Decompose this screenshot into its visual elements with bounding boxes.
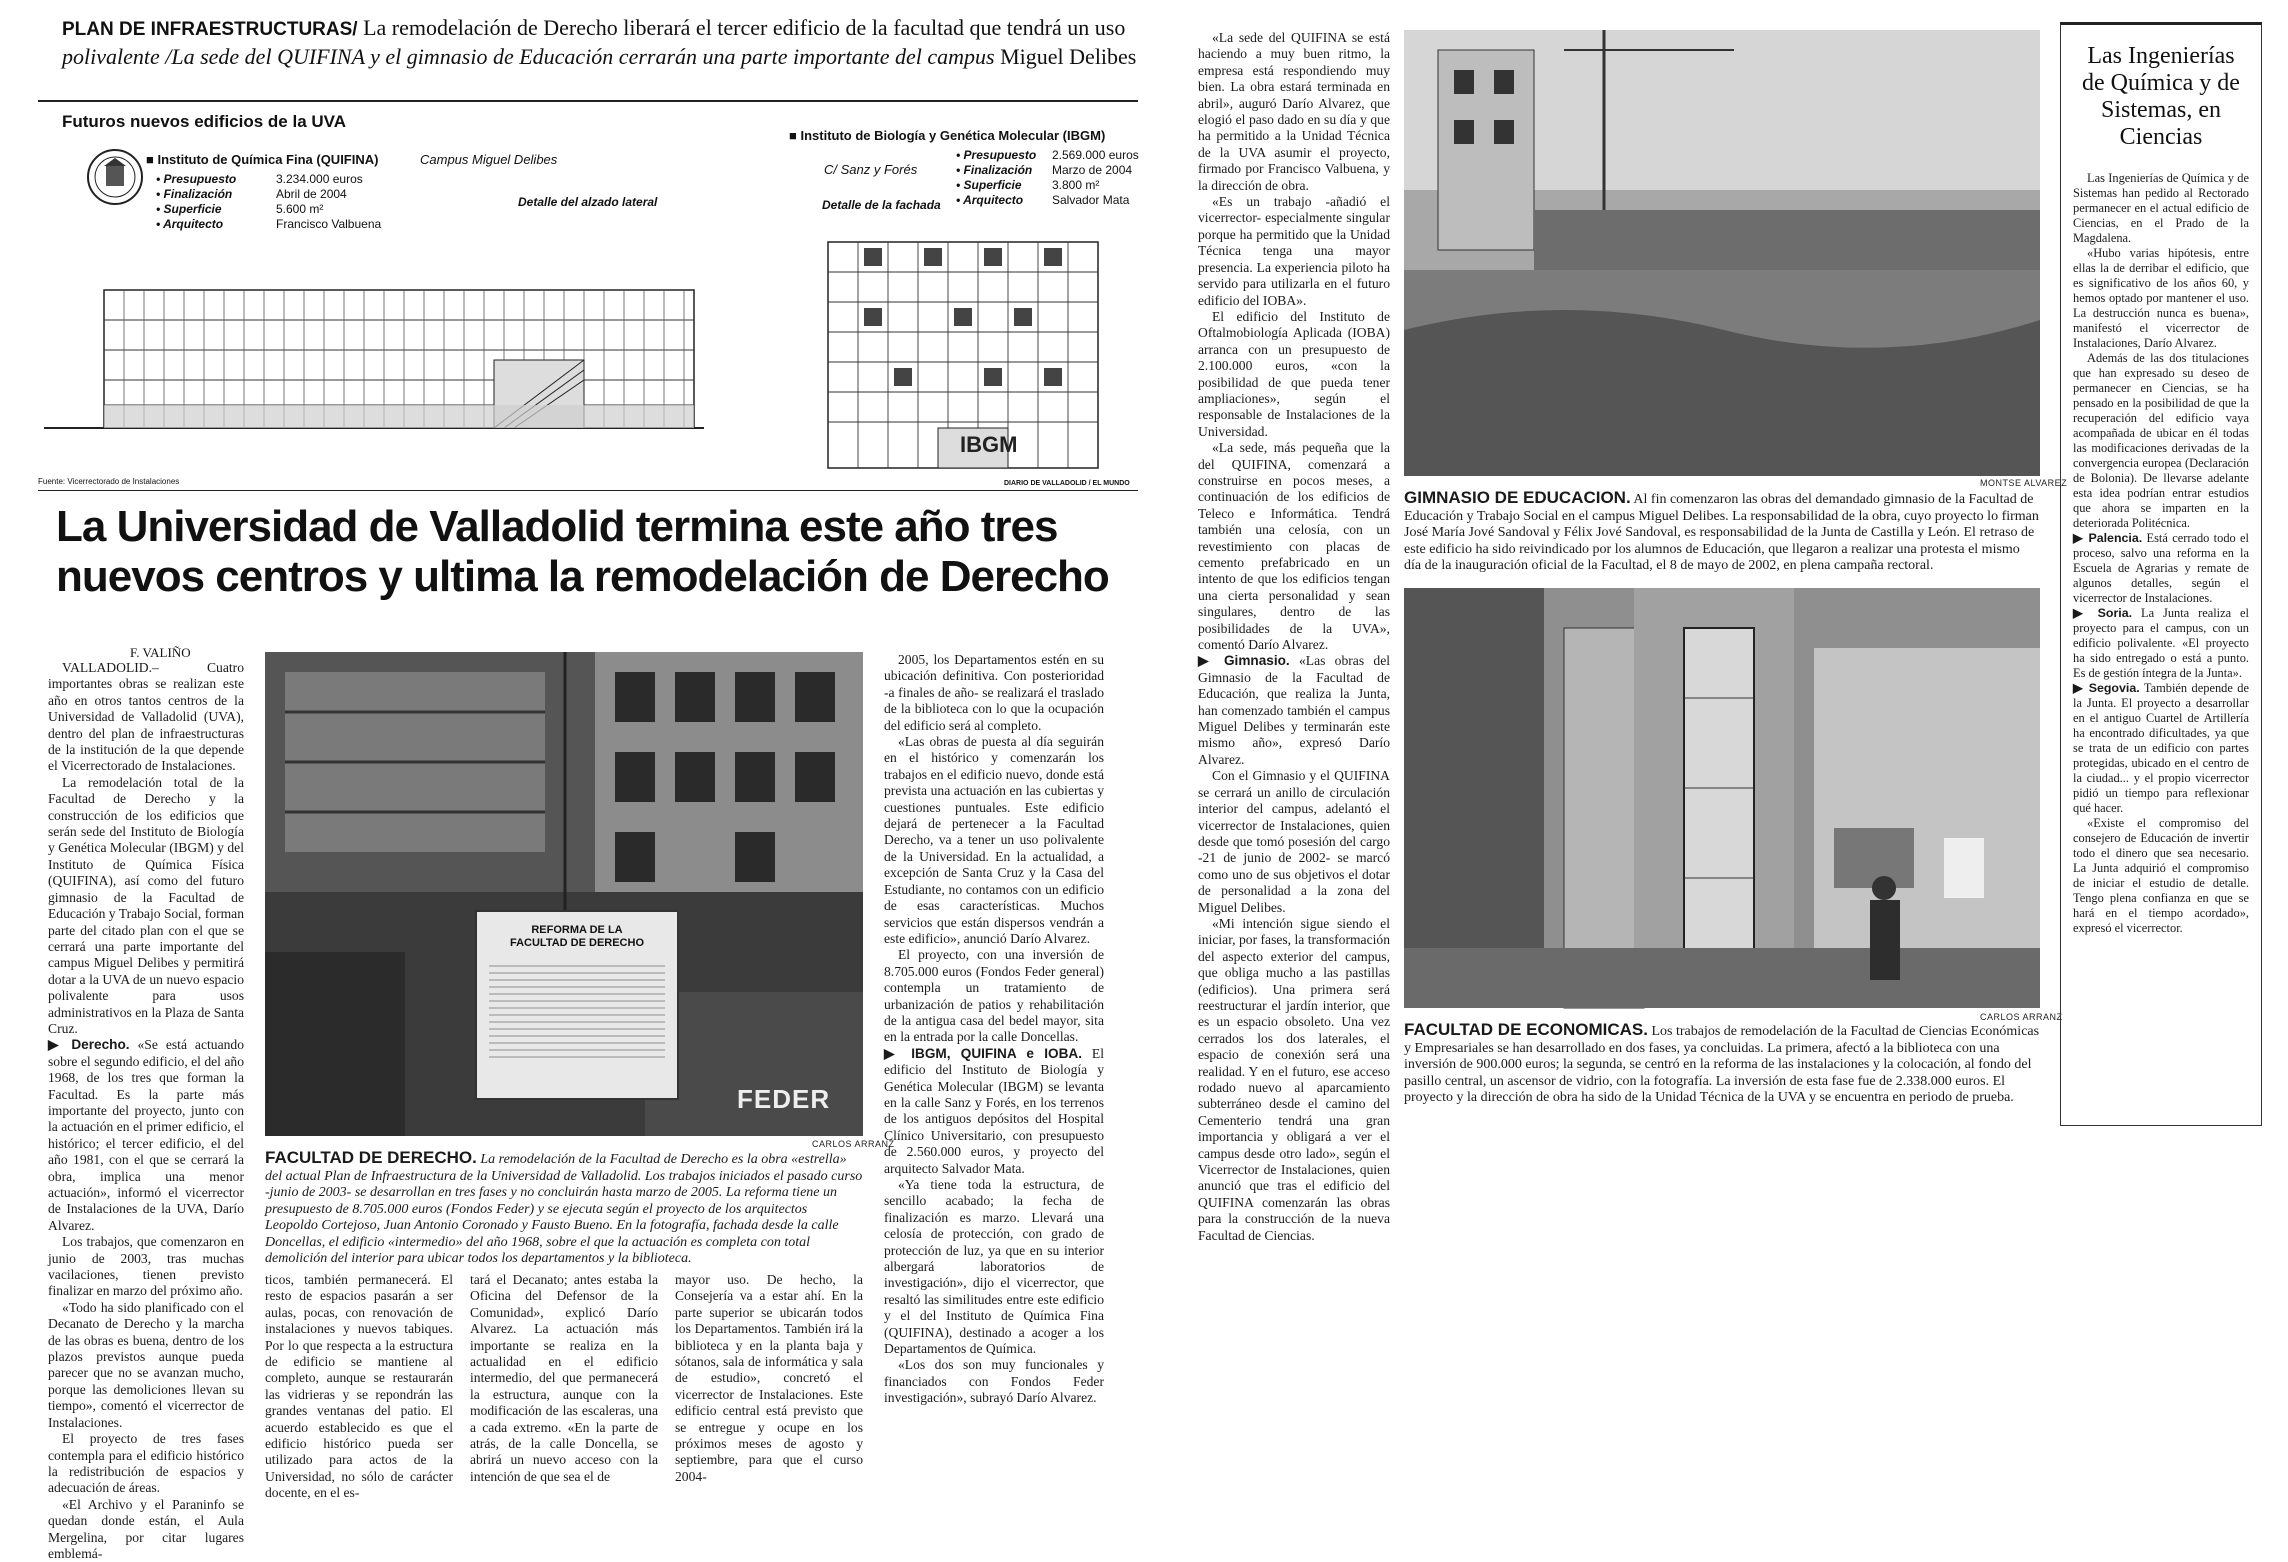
kicker-line1: La remodelación de Derecho liberará el tercer edificio de la facultad que tendrá un uso	[363, 15, 1126, 40]
paragraph	[1198, 768, 1390, 916]
ibgm-detail-label: Detalle de la fachada	[822, 198, 941, 212]
quifina-name: ■ Instituto de Química Fina (QUIFINA)	[146, 152, 379, 167]
photo-economicas	[1404, 588, 2040, 1008]
paragraph-lead: ▶ Segovia.	[2073, 681, 2140, 695]
kicker-line2a: polivalente /	[62, 44, 172, 69]
paragraph	[1198, 440, 1390, 653]
caption-gimnasio-title: GIMNASIO DE EDUCACION.	[1404, 488, 1631, 507]
paragraph	[884, 734, 1104, 947]
headline-line1: La Universidad de Valladolid termina este año tres	[56, 502, 1058, 551]
paragraph	[884, 1046, 1104, 1177]
caption-derecho	[265, 1150, 863, 1266]
paragraph	[1198, 309, 1390, 440]
sidebar-box	[2060, 22, 2262, 1126]
paragraph	[884, 947, 1104, 1045]
paragraph	[884, 1177, 1104, 1357]
quifina-specs: • Presupuesto 3.234.000 euros • Finalización Abril de 2004 • Superficie 5.600 m² • Arquitecto Francisco Valbuena	[156, 172, 382, 231]
paragraph	[2073, 606, 2249, 681]
paragraph-text: «La sede, más pequeña que la del QUIFINA, comenzará a construirse en pocos meses, a continuación de los edificios de Teleco e Informática. Tendrá también una celosía, con un revestimiento con placas de cemento prefabricado en un intento de que los edificios tengan una cierta personalidad y sean singulares, dentro de las posibilidades de la UVA», comentó Darío Alvarez.	[1198, 440, 1390, 653]
article-column-b	[265, 1272, 453, 1501]
paragraph	[884, 1357, 1104, 1406]
ibgm-location: C/ Sanz y Forés	[824, 162, 918, 177]
paragraph-text: Está cerrado todo el proceso, salvo una reforma en la Escuela de Agrarias y remate de algunos detalles, según el vicerrector de Instalaciones.	[2073, 531, 2249, 605]
paragraph-text: «Los dos son muy funcionales y financiados con Fondos Feder investigación», subrayó Darío Alvarez.	[884, 1357, 1104, 1406]
paragraph	[2073, 246, 2249, 351]
headline-line2: nuevos centros y ultima la remodelación de Derecho	[56, 552, 1109, 601]
paragraph-text: «Las obras del Gimnasio de la Facultad de Educación, que realiza la Junta, han comenzado también el campus Miguel Delibes y terminarán este mismo año», expresó Darío Alvarez.	[1198, 653, 1390, 767]
paragraph	[48, 1497, 244, 1562]
paragraph-lead: ▶ Palencia.	[2073, 531, 2143, 545]
paragraph-text: «Se está actuando sobre el segundo edificio, el del año 1968, de los tres que forman la Facultad. Es la parte más importante del proyecto, junto con la actuación en el primer edificio, el histórico; el tercer edificio, el del año 1981, con el que se cerrará la obra, implica una menor actuación», informó el vicerrector de Instalaciones de la UVA, Darío Alvarez.	[48, 1037, 244, 1233]
paragraph-text: «Hubo varias hipótesis, entre ellas la de derribar el edificio, que es significativo de los años 60, y hemos optado por mantener el uso. La destrucción nunca es buena», manifestó el vicerrector de Instalaciones, Darío Alvarez.	[2073, 246, 2249, 350]
paragraph	[1198, 30, 1390, 194]
paragraph	[1198, 194, 1390, 309]
ibgm-sign: IBGM	[960, 432, 1018, 457]
paragraph-text: Con el Gimnasio y el QUIFINA se cerrará un anillo de circulación interior del campus, adelantó el vicerrector de Instalaciones, quien desde que tomó posesión del cargo -21 de junio de 2002- se marcó como uno de sus objetivos el dotar de personalidad a la zona del Miguel Delibes.	[1198, 768, 1390, 915]
kicker-label: PLAN DE INFRAESTRUCTURAS/	[62, 19, 358, 40]
paragraph	[884, 652, 1104, 734]
ibgm-name: ■ Instituto de Biología y Genética Molecular (IBGM)	[789, 128, 1106, 143]
article-column-e	[884, 652, 1104, 1476]
paragraph-text: «Existe el compromiso del consejero de Educación de invertir todo el dinero que sea necesario. La Junta adquirió el compromiso de iniciar el estudio de detalle. Tengo plena confianza en que se hará en el tiempo acordado», expresó el vicerrector.	[2073, 816, 2249, 935]
infographic-credit: DIARIO DE VALLADOLID / EL MUNDO	[1004, 480, 1130, 487]
infographic-title: Futuros nuevos edificios de la UVA	[62, 112, 347, 131]
paragraph-lead: ▶ Derecho.	[48, 1037, 130, 1053]
column-b-text: ticos, también permanecerá. El resto de espacios pasarán a ser aulas, pocas, con renovación de instalaciones y nuevos tabiques. Por lo que respecta a la estructura de edificio se mantiene al completo, aunque se restaurarán las vidrieras y se repondrán las grandes ventanas del patio. El acuerdo establecido es que el edificio histórico pueda ser utilizado para actos de la Universidad, no sólo de carácter docente, en el es-	[265, 1272, 453, 1501]
photo-economicas-credit: CARLOS ARRANZ	[1980, 1012, 2063, 1022]
paragraph-text: El proyecto, con una inversión de 8.705.000 euros (Fondos Feder general) contempla un tratamiento de urbanización de patios y rehabilitación de la antigua casa del bedel mayor, sita en la entrada por la calle Doncellas.	[884, 947, 1104, 1045]
paragraph-text: «Todo ha sido planificado con el Decanato de Derecho y la marcha de las obras es buena, dentro de los plazos previstos aunque pueda parecer que no se avanzan mucho, porque las demoliciones llevan su tiempo», comentó el vicerrector de Instalaciones.	[48, 1299, 244, 1430]
paragraph-text: VALLADOLID.– Cuatro importantes obras se realizan este año en otros tantos centros de la Universidad de Valladolid (UVA), dentro del plan de infraestructuras de la institución de la que depende el Vicerrectorado de Instalaciones.	[48, 660, 244, 774]
paragraph-text: El proyecto de tres fases contempla para el edificio histórico la redistribución de espacios y adecuación de áreas.	[48, 1431, 244, 1496]
quifina-detail-label: Detalle del alzado lateral	[518, 195, 658, 209]
paragraph-lead: ▶ Soria.	[2073, 606, 2133, 620]
paragraph-text: 2005, los Departamentos estén en su ubicación definitiva. Con posterioridad -a finales de año- se realizará el traslado de la biblioteca con lo que la ocupación del edificio será al completo.	[884, 652, 1104, 733]
photo-gimnasio	[1404, 30, 2040, 476]
paragraph	[48, 1037, 244, 1234]
paragraph-lead: ▶ Gimnasio.	[1198, 653, 1290, 669]
paragraph	[48, 1431, 244, 1497]
paragraph-text: El edificio del Instituto de Biología y Genética Molecular (IBGM) se levanta en la calle Sanz y Forés, en los terrenos de los antiguos depósitos del Hospital Clínico Universitario, con presupuesto de 2.560.000 euros, y proyecto del arquitecto Salvador Mata.	[884, 1045, 1104, 1176]
paragraph	[2073, 681, 2249, 816]
paragraph-text: «El Archivo y el Paraninfo se quedan donde están, el Aula Mergelina, por citar lugares emblemá-	[48, 1496, 244, 1561]
caption-gimnasio	[1404, 490, 2040, 578]
paragraph-text: También depende de la Junta. El proyecto a desarrollar en el antiguo Cuartel de Artillería ha encontrado dificultades, ya que se trata de un edificio con partes protegidas, ubicado en el centro de la ciudad... y el propio vicerrector pidió un tiempo para reflexionar qué hacer.	[2073, 681, 2249, 815]
headline	[56, 502, 1136, 602]
paragraph-lead: ▶ IBGM, QUIFINA e IOBA.	[884, 1045, 1083, 1061]
ibgm-specs: • Presupuesto 2.569.000 euros • Finalización Marzo de 2004 • Superficie 3.800 m² • Arquitecto Salvador Mata	[956, 148, 1139, 207]
quifina-elevation-drawing	[44, 260, 704, 441]
paragraph-text: «Ya tiene toda la estructura, de sencillo acabado; la fecha de finalización es marzo. Llevará una celosía de protección, con grado de protección de luz, ya que en su interior albergará laboratorios de investigación», dijo el vicerrector, que resaltó las similitudes entre este edificio y el del Instituto de Química Fina (QUIFINA), destinado a acoger a los Departamentos de Química.	[884, 1177, 1104, 1357]
paragraph	[1198, 916, 1390, 1244]
kicker-line2d: Miguel Delibes	[994, 44, 1137, 69]
paragraph	[2073, 171, 2249, 246]
photo-sign-title: REFORMA DE LA FACULTAD DE DERECHO	[509, 924, 645, 949]
infographic-source: Fuente: Vicerrectorado de Instalaciones	[38, 477, 180, 486]
kicker-line2b: La sede del QUIFINA y el gimnasio de Educación cerrarán una parte importante del	[171, 44, 928, 69]
caption-economicas	[1404, 1022, 2040, 1118]
photo-feder-logo: FEDER	[737, 1084, 831, 1114]
caption-gimnasio-text: Al fin comenzaron las obras del demandado gimnasio de la Facultad de Educación y Trabajo Social en el campus Miguel Delibes. La responsabilidad de la obra, cuyo proyecto lo firman José María Jové Sandoval y Félix Jové Sandoval, es responsabilidad de la Junta de Castilla y León. El retraso de este edificio ha sido reivindicado por los alumnos de Educación, que llegaron a realizar una protesta el mismo día de la inauguración oficial de la Facultad, el 8 de mayo de 2002, en plena campaña rectoral.	[1404, 492, 2039, 573]
paragraph-text: «La sede del QUIFINA se está haciendo a muy buen ritmo, la empresa está respondiendo muy bien. La obra estará terminada en abril», auguró Darío Alvarez, que elogió el paso dado en su día y que ha permitido a la Unidad Técnica de la UVA asumir el proyecto, firmado por Francisco Valbuena, y la dirección de obra.	[1198, 30, 1390, 193]
sidebar-body	[2073, 171, 2249, 1121]
kicker-line2c: campus	[927, 44, 995, 69]
kicker	[62, 14, 1137, 74]
article-column-c	[470, 1272, 658, 1484]
paragraph	[2073, 816, 2249, 936]
caption-economicas-title: FACULTAD DE ECONOMICAS.	[1404, 1020, 1648, 1039]
paragraph	[48, 660, 244, 775]
paragraph-text: Además de las dos titulaciones que han expresado su deseo de permanecer en Ciencias, se ha pensado en la posibilidad de que la recuperación del edificio vaya acompañada de ubicar en él todas las modificaciones derivadas de la convergencia europea (Declaración de Bolonia). De llevarse adelante esta idea podrían entrar estudios que ahora se imparten en la deteriorada Politécnica.	[2073, 351, 2249, 530]
paragraph-text: El edificio del Instituto de Oftalmobiología Aplicada (IOBA) arranca con un presupuesto de 2.100.000 euros, «con la posibilidad de que pueda tener ampliaciones», según el responsable de Instalaciones de la Universidad.	[1198, 308, 1390, 439]
paragraph-text: «Las obras de puesta al día seguirán en el histórico y comenzarán los trabajos en el edificio nuevo, donde está prevista una actuación en las cubiertas y cuestiones puntuales. Este edificio dejará de pertenecer a la Facultad Derecho, va a tener un uso polivalente de la Universidad. En la actualidad, a excepción de Santa Cruz y la Casa del Estudiante, no contamos con un edificio de esas características. Muchos servicios que están dispersos vendrán a este edificio», anunció Darío Alvarez.	[884, 734, 1104, 946]
sidebar-title: Las Ingenierías de Química y de Sistemas, en Ciencias	[2082, 43, 2240, 150]
paragraph	[48, 775, 244, 1038]
caption-derecho-title: FACULTAD DE DERECHO.	[265, 1148, 477, 1167]
caption-economicas-text: Los trabajos de remodelación de la Facultad de Ciencias Económicas y Empresariales se han desarrollado en dos fases, ya concluidas. La primera, afectó a la biblioteca con una inversión de 900.000 euros; la segunda, se centró en la reforma de las instalaciones y la colocación, al fondo del pasillo central, un ascensor de vidrio, con la fotografía. La inversión de esta fase fue de 2.338.000 euros. El proyecto y la dirección de obra ha sido de la Unidad Técnica de la UVA y se encuentra en periodo de prueba.	[1404, 1024, 2040, 1105]
article-column-d	[675, 1272, 863, 1484]
photo-facultad-derecho	[265, 652, 863, 1136]
paragraph-text: «Mi intención sigue siendo el iniciar, por fases, la transformación del aspecto exterior del campus, que obliga mucho a las pastillas (edificios). Una primera será reestructurar el jardín interior, que es un espacio obsoleto. Una vez cerrados los dos laterales, el espacio de conexión será una realidad. Y en el futuro, ese acceso rodado nuevo al aparcamiento subterráneo desde el camino del Cementerio tendrá una gran importancia y obligará a ver el campus desde otro lado», según el Vicerrector de Instalaciones, quien anunció que tras el edificio del QUIFINA comenzarán las obras para la construcción de la nueva Facultad de Ciencias.	[1198, 915, 1390, 1243]
quifina-location: Campus Miguel Delibes	[420, 152, 558, 167]
column-d-text: mayor uso. De hecho, la Consejería va a estar ahí. En la parte superior se ubicarán todos los Departamentos. También irá la biblioteca y en la planta baja y sótanos, sala de informática y sala de estudio», concretó el vicerrector de Instalaciones. Este edificio central está previsto que se entregue y ocupe en los próximos meses de agosto y septiembre, para que el curso 2004-	[675, 1272, 863, 1484]
paragraph-text: «Es un trabajo -añadió el vicerrector- especialmente singular porque ha permitido que la Unidad Técnica tenga una mayor presencia. La experiencia piloto ha servido para utilizarla en el futuro edificio del IOBA».	[1198, 194, 1390, 308]
infographic	[38, 100, 1138, 491]
photo-derecho-credit: CARLOS ARRANZ	[812, 1139, 895, 1149]
caption-derecho-text: La remodelación de la Facultad de Derecho es la obra «estrella» del actual Plan de Infraestructura de la Universidad de Valladolid. Los trabajos iniciados el pasado curso -junio de 2003- se desarrollan en tres fases y no concluirán hasta marzo de 2005. La reforma tiene un presupuesto de 8.705.000 euros (Fondos Feder) y se ejecuta según el proyecto de los arquitectos Leopoldo Cortejoso, Juan Antonio Coronado y Fausto Bueno. En la fotografía, fachada desde la calle Doncellas, el edificio «intermedio» del año 1968, sobre el que la actuación es completa con total demolición del interior para ubicar todos los departamentos y la biblioteca.	[265, 1152, 863, 1266]
paragraph-text: La Junta realiza el proyecto para el campus, con un edificio polivalente. «El proyecto ha sido entregado o está a punto. Es de gestión íntegra de la Junta».	[2073, 606, 2249, 680]
byline: F. VALIÑO	[130, 645, 191, 660]
paragraph-text: Las Ingenierías de Química y de Sistemas han pedido al Rectorado permanecer en el actual edificio de Ciencias, en el Prado de la Magdalena.	[2073, 171, 2249, 245]
paragraph	[48, 1300, 244, 1431]
photo-gimnasio-credit: MONTSE ALVAREZ	[1980, 478, 2068, 488]
uva-seal-icon	[86, 148, 144, 211]
photo-sign-board	[475, 910, 679, 1100]
article-column-a	[48, 660, 244, 1561]
article-column-f	[1198, 30, 1390, 1243]
paragraph-text: La remodelación total de la Facultad de Derecho y la construcción de los edificios que serán sede del Instituto de Biología y Genética Molecular (IBGM) y del Instituto de Química Física (QUIFINA), así como del futuro gimnasio de la Facultad de Educación y Trabajo Social, forman parte del citado plan con el que se cerrará una parte importante del campus Miguel Delibes y permitirá dotar a la UVA de un nuevo espacio polivalente para usos administrativos en la Plaza de Santa Cruz.	[48, 774, 244, 1036]
paragraph	[2073, 531, 2249, 606]
paragraph	[48, 1234, 244, 1300]
column-c-text: tará el Decanato; antes estaba la Oficina del Defensor de la Comunidad», explicó Darío Alvarez. La actuación más importante se realiza en la actualidad en el edificio intermedio, del que permanecerá la estructura, aunque con la modificación de las escaleras, una a cada extremo. «En la parte de atrás, de la calle Doncella, se abrirá un nuevo acceso con la intención de que sea el de	[470, 1272, 658, 1484]
paragraph-text: Los trabajos, que comenzaron en junio de 2003, tras muchas vacilaciones, tienen previsto finalizar en marzo del próximo año.	[48, 1234, 244, 1299]
paragraph	[1198, 653, 1390, 768]
paragraph	[2073, 351, 2249, 531]
